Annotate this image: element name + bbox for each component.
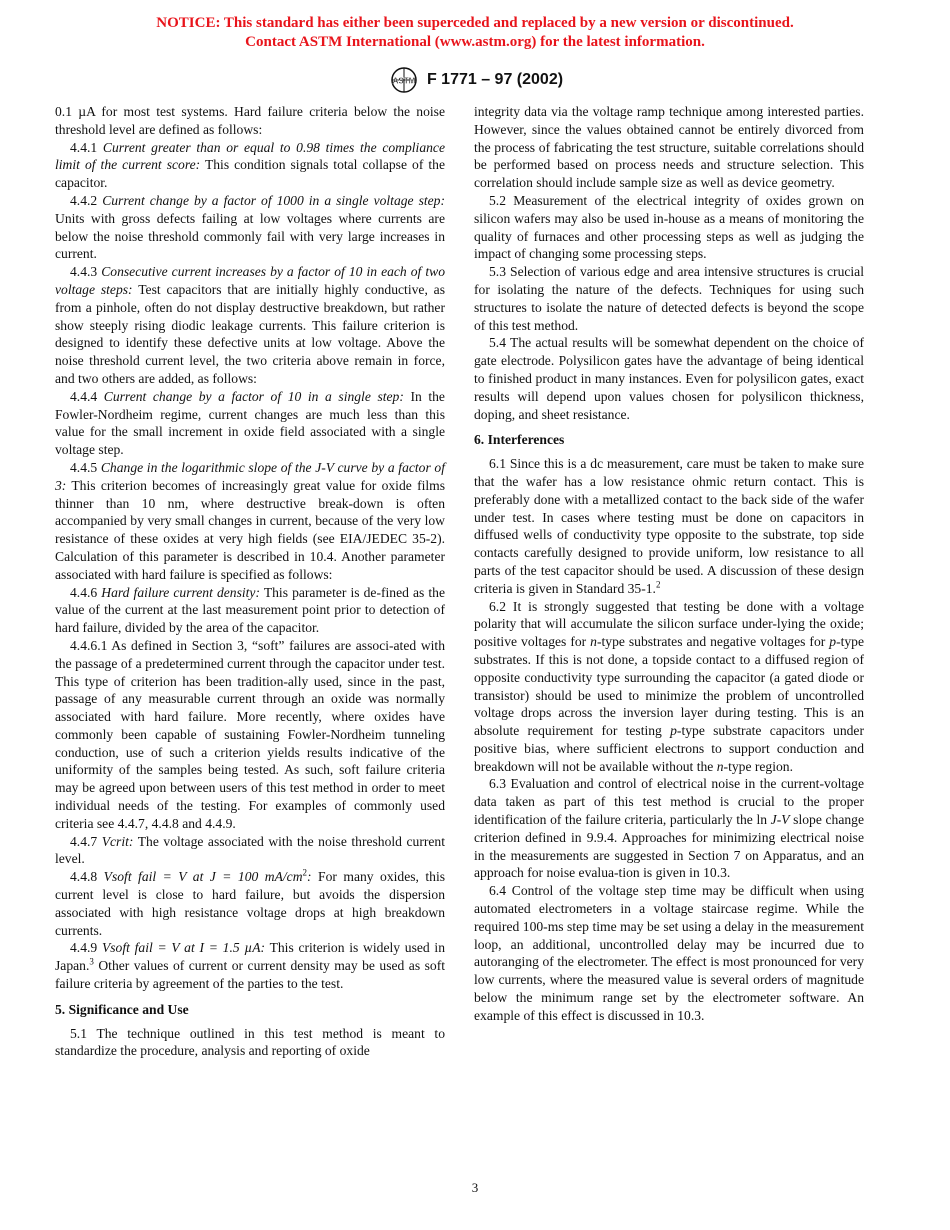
left-column <box>55 103 445 1060</box>
logo-text: ASTM <box>392 76 416 86</box>
section-4-4-2: 4.4.2 Current change by a factor of 1000 in a single voltage step: Units with gross defects failing at low voltages where currents are below the noise threshold commonly fail with very large increases in current. <box>55 192 445 262</box>
paragraph: 0.1 µA for most test systems. Hard failure criteria below the noise threshold level are defined as follows: <box>55 104 445 137</box>
section-heading-5: 5. Significance and Use <box>55 1001 189 1017</box>
discontinued-notice <box>0 14 950 52</box>
astm-logo-icon <box>387 66 421 94</box>
notice-line-2: Contact ASTM International (www.astm.org) for the latest information. <box>245 34 705 50</box>
section-5-3: 5.3 Selection of various edge and area intensive structures is crucial for isolating the nature of the defects. Techniques for using such structures to isolate the nature of detected defects is beyond the scope of this test method. <box>474 264 864 333</box>
section-4-4-8: 4.4.8 Vsoft fail = V at J = 100 $mA/cm^2$: For many oxides, this current level is close to hard failure, but avoids the dispersion associated with high resistance voltage drops at high breakdown currents. <box>55 867 446 938</box>
section-5-1-continued: integrity data via the voltage ramp technique among interested parties. However, since the values obtained cannot be entirely divorced from the process of fabricating the test structure, suitable correlations should be performed based on process needs and structure selection. This correlation should include sample size as well as device geometry. <box>474 104 864 191</box>
document-header <box>0 66 950 94</box>
standard-designation: F 1771 – 97 (2002) <box>426 71 564 88</box>
section-heading-6: 6. Interferences <box>474 432 565 448</box>
section-6-2: 6.2 It is strongly suggested that testing be done with a voltage polarity that will accumulate the silicon surface under-lying the oxide; positive voltages for n-type substrates and negative voltages for p-type substrates. If this is not done, a topside contact to a diffused region of opposite conductivity type surrounding the capacitor (a gated diode or transistor) should be used to minimize the problem of uncontrolled voltage drops across the inversion layer during testing. This is an absolute requirement for testing p-type substrate capacitors under positive bias, where sufficient electrons to support conduction and breakdown will not be available without the n-type region. <box>474 598 865 774</box>
section-4-4-5: 4.4.5 Change in the logarithmic slope of the J-V curve by a factor of 3: This criterion becomes of increasingly great value for oxide films thinner than 10 nm, where destructive break-down is often accompanied by very small changes in current, because of the very low resistance of these oxides at very high fields (see EIA/JEDEC 35-2). Calculation of this parameter is described in 10.4. Another parameter associated with hard failure is specified as follows: <box>55 459 446 582</box>
section-4-4-9: 4.4.9 Vsoft fail = V at I = 1.5 µA: This criterion is widely used in Japan.$^3$ Other values of current or current density may be used as soft failure criteria by agreement of the parties to the test. <box>55 940 446 992</box>
section-4-4-6-1: 4.4.6.1 As defined in Section 3, “soft” failures are associ-ated with the passage of a predetermined current through the capacitor under test. This type of criterion has been tradition-ally used, since in the past, passage of any measurable current through an oxide was normally associated with hard failure. More recently, where oxides have commonly been capable of sustaining Fowler-Nordheim tunneling conduction, use of such a criterion yields results indicative of the uniformity of the samples being tested. As such, soft failure criteria may be agreed upon between users of this test method in order to meet individual needs of the testing. For examples of commonly used criteria see 4.4.7, 4.4.8 and 4.4.9. <box>55 637 445 831</box>
section-6-3: 6.3 Evaluation and control of electrical noise in the current-voltage data taken as part of this test method is crucial to the proper identification of the failure criteria, particularly the ln J-V slope change criterion defined in 9.9.4. Approaches for minimizing electrical noise in the measurements are suggested in Section 7 on Apparatus, and an approach for noise evalua-tion is given in 10.3. <box>474 776 864 881</box>
section-4-4-3: 4.4.3 Consecutive current increases by a factor of 10 in each of two voltage steps: Test capacitors that are initially highly conductive, as from a pinhole, often do not display destructive breakdown, but rather show steeply rising diodic leakage currents. This failure criterion is designed to identify these defective units at low voltage. Above the noise threshold current level, the two criteria above remain in force, and two others are added, as follows: <box>55 264 446 386</box>
right-column <box>474 103 864 1025</box>
page-number: 3 <box>471 1180 479 1195</box>
section-4-4-4: 4.4.4 Current change by a factor of 10 in a single step: In the Fowler-Nordheim regime, current changes are much less than this value for the small increment in oxide field associated with a single voltage step. <box>55 388 445 458</box>
section-5-2: 5.2 Measurement of the electrical integrity of oxides grown on silicon wafers may also be used in-house as a means of monitoring the quality of furnaces and other processing steps as well as judging the impact of changing some processing steps. <box>474 192 864 262</box>
section-4-4-1: 4.4.1 Current greater than or equal to 0.98 times the compliance limit of the current score: This condition signals total collapse of the capacitor. <box>55 139 445 191</box>
section-4-4-7: 4.4.7 Vcrit: The voltage associated with the noise threshold current level. <box>55 833 445 867</box>
notice-line-1: NOTICE: This standard has either been superceded and replaced by a new version or discontinued. <box>156 15 794 31</box>
section-5-4: 5.4 The actual results will be somewhat dependent on the choice of gate electrode. Polysilicon gates have the advantage of being identical to finished product in many instances. Even for polysilicon gates, exact results will depend upon values chosen for polysilicon thickness, doping, and sheet resistance. <box>474 335 864 422</box>
section-5-1: 5.1 The technique outlined in this test method is meant to standardize the procedure, analysis and reporting of oxide <box>55 1025 445 1059</box>
section-6-4: 6.4 Control of the voltage step time may be difficult when using automated electrometers in a voltage staircase regime. While the required 100-ms step time may be set using a delay in the measurement loop, an additional, uncontrolled delay may be incurred due to autoranging of the electrometer. The effect is most pronounced for very low currents, where the measured value is several orders of magnitude below the minimum range set by the electrometer software. An example of this effect is discussed in 10.3. <box>474 883 864 1023</box>
section-6-1: 6.1 Since this is a dc measurement, care must be taken to make sure that the wafer has a low resistance ohmic return contact. This is preferably done with a metallized contact to the back side of the wafer under test. In cases where testing must be done on capacitors in diffused wells of conductivity type opposite to the substrate, top side contacts carefully designed to provide uniform, low resistance to all parts of the test capacitor should be used. A discussion of these design criteria is given in Standard 35-1.$^2$ <box>474 456 864 596</box>
section-4-4-6: 4.4.6 Hard failure current density: This parameter is de-fined as the value of the current at the last measurement point prior to detection of hard failure, divided by the area of the capacitor. <box>55 584 445 636</box>
